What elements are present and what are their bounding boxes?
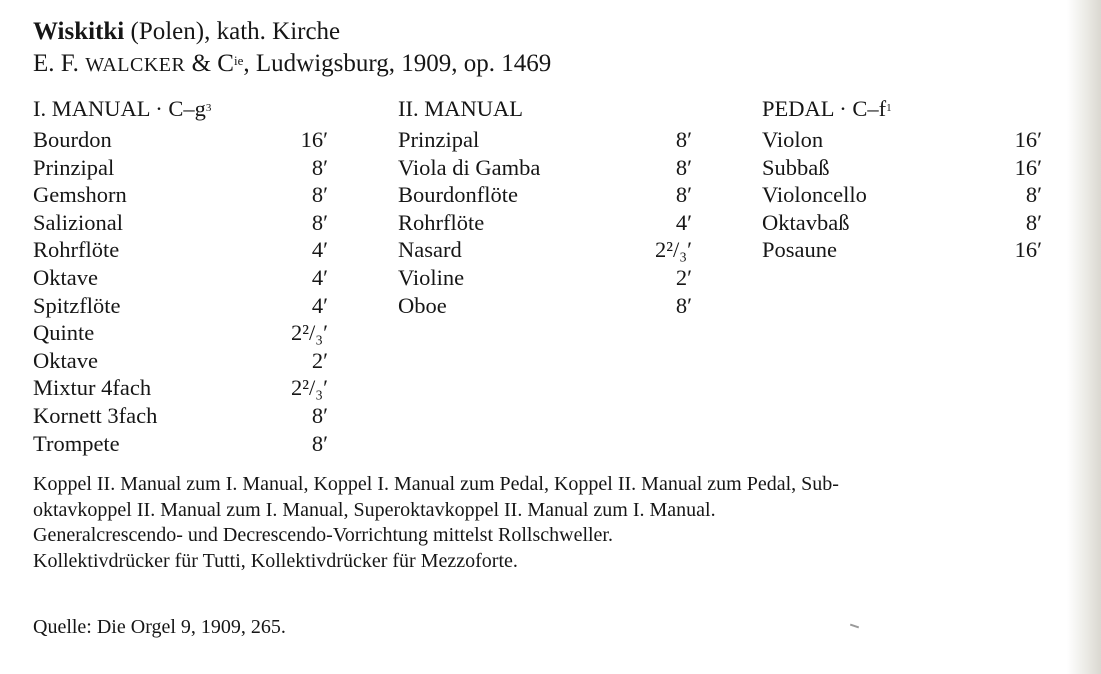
division-heading — [762, 96, 1042, 126]
stop-pitch: 4′ — [675, 209, 692, 235]
stop-name: Violon — [762, 127, 824, 152]
church-title — [33, 16, 551, 48]
stop-list — [762, 126, 1042, 264]
division-pedal — [762, 96, 1042, 264]
stop-row — [33, 154, 328, 182]
document-header — [33, 16, 551, 81]
builder-name: WALCKER — [85, 54, 186, 76]
stop-row — [762, 154, 1042, 182]
stop-name: Posaune — [762, 237, 837, 263]
stop-row — [33, 430, 328, 458]
stop-pitch: 16′ — [1014, 237, 1042, 263]
division-manual-1 — [33, 96, 328, 457]
stop-pitch: 8′ — [311, 182, 328, 208]
stop-row — [398, 154, 692, 182]
stop-pitch: 8′ — [311, 430, 328, 456]
note-line: Kollektivdrücker für Tutti, Kollektivdrücker für Mezzoforte. — [33, 549, 518, 572]
stop-row — [33, 126, 328, 154]
stop-name: Violoncello — [762, 182, 867, 208]
stop-row — [398, 292, 692, 320]
stop-name: Oktave — [33, 264, 98, 290]
stop-name: Subbaß — [762, 154, 830, 180]
builder-company: & C — [185, 50, 234, 77]
stop-row — [33, 209, 328, 237]
builder-details: , Ludwigsburg, 1909, op. 1469 — [243, 50, 552, 77]
stop-name: Prinzipal — [398, 127, 480, 152]
stop-pitch: 8′ — [675, 292, 692, 318]
division-name: PEDAL · C–f — [762, 96, 887, 121]
stop-name: Violine — [398, 264, 465, 290]
stop-name: Rohrflöte — [33, 237, 120, 263]
stop-name: Mixtur 4fach — [33, 375, 152, 401]
stop-name: Oktave — [33, 347, 98, 373]
stop-pitch: 16′ — [1014, 127, 1042, 152]
stop-name: Kornett 3fach — [33, 402, 158, 428]
stop-pitch: 8′ — [311, 209, 328, 235]
stop-row — [33, 292, 328, 320]
stop-pitch: 16′ — [1014, 154, 1042, 180]
stop-name: Rohrflöte — [398, 209, 485, 235]
stop-row — [398, 209, 692, 237]
stop-name: Quinte — [33, 320, 95, 346]
source-citation: Quelle: Die Orgel 9, 1909, 265. — [33, 616, 286, 638]
stop-row — [33, 236, 328, 264]
note-line: Generalcrescendo- und Decrescendo-Vorrichtung mittelst Rollschweller. — [33, 524, 613, 546]
stop-row — [33, 319, 328, 347]
accessories-notes — [33, 472, 1053, 574]
stop-pitch: 8′ — [311, 402, 328, 428]
stop-row — [762, 126, 1042, 154]
stop-name: Oboe — [398, 292, 447, 318]
stop-name: Bourdonflöte — [398, 182, 518, 208]
stop-row — [33, 181, 328, 209]
stop-row — [398, 181, 692, 209]
note-line: Koppel II. Manual zum I. Manual, Koppel I. Manual zum Pedal, Koppel II. Manual zum Pedal, Sub- — [33, 473, 839, 495]
division-heading — [33, 96, 328, 126]
stop-row — [33, 374, 328, 402]
builder-initials: E. F. — [33, 50, 86, 77]
note-line: oktavkoppel II. Manual zum I. Manual, Superoktavkoppel II. Manual zum I. Manual. — [33, 498, 716, 521]
stop-pitch: 2²/₃′ — [654, 237, 692, 263]
stop-pitch: 2′ — [311, 347, 328, 373]
stop-list — [398, 126, 692, 319]
stop-row — [33, 264, 328, 292]
stop-row — [33, 347, 328, 375]
scan-speck — [850, 624, 859, 629]
stop-name: Prinzipal — [33, 154, 115, 180]
place-name: Wiskitki — [33, 18, 125, 45]
stop-pitch: 8′ — [1025, 209, 1042, 235]
stop-pitch: 2²/₃′ — [290, 320, 328, 346]
stop-row — [762, 236, 1042, 264]
division-heading — [398, 96, 692, 126]
stop-row — [398, 264, 692, 292]
stop-name: Spitzflöte — [33, 292, 121, 318]
stop-row — [398, 126, 692, 154]
builder-line — [33, 48, 551, 81]
stop-name: Salizional — [33, 209, 123, 235]
stop-name: Viola di Gamba — [398, 154, 541, 180]
stop-pitch: 16′ — [300, 127, 328, 152]
stop-name: Oktavbaß — [762, 209, 850, 235]
stop-list — [33, 126, 328, 457]
division-name: II. MANUAL — [398, 96, 523, 121]
place-details: (Polen), kath. Kirche — [124, 18, 341, 45]
stop-row — [398, 236, 692, 264]
division-range-sup: 3 — [205, 102, 212, 115]
stop-row — [762, 209, 1042, 237]
stop-name: Trompete — [33, 430, 120, 456]
stop-pitch: 4′ — [311, 292, 328, 318]
stop-pitch: 8′ — [675, 127, 692, 152]
page-edge-shadow — [1067, 0, 1101, 674]
stop-pitch: 8′ — [675, 182, 692, 208]
stop-name: Bourdon — [33, 127, 112, 152]
stop-name: Nasard — [398, 237, 462, 263]
stop-pitch: 4′ — [311, 237, 328, 263]
division-manual-2 — [398, 96, 692, 319]
stop-pitch: 8′ — [311, 154, 328, 180]
stop-pitch: 8′ — [675, 154, 692, 180]
stop-row — [33, 402, 328, 430]
stop-pitch: 4′ — [311, 264, 328, 290]
stop-row — [762, 181, 1042, 209]
division-name: I. MANUAL · C–g — [33, 96, 206, 121]
division-range-sup: 1 — [886, 102, 892, 115]
stop-pitch: 2′ — [675, 264, 692, 290]
stop-pitch: 2²/₃′ — [290, 375, 328, 401]
builder-company-sup: ie — [233, 53, 244, 69]
stop-name: Gemshorn — [33, 182, 127, 208]
stop-pitch: 8′ — [1025, 182, 1042, 208]
